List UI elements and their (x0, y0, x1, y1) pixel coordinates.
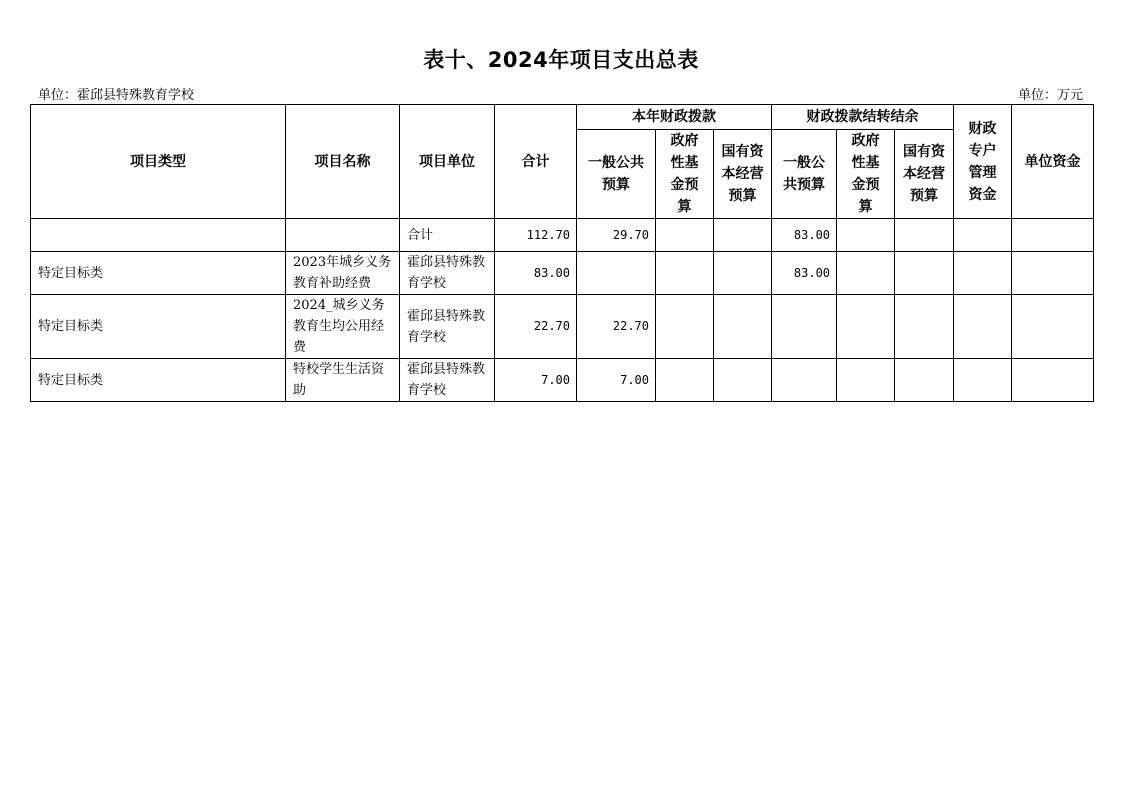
row-total: 22.70 (495, 295, 577, 359)
organization-unit-label: 单位：霍邱县特殊教育学校 (38, 88, 195, 103)
currency-unit-label: 单位：万元 (1018, 88, 1084, 103)
header-carryover-balance: 财政拨款结转结余 (772, 105, 954, 130)
header-special-account-funds: 财政专户管理资金 (954, 105, 1012, 219)
total-row-label: 合计 (400, 219, 495, 252)
row-g2-general (772, 359, 837, 402)
page-title: 表十、2024年项目支出总表 (423, 48, 699, 72)
table-cell (31, 219, 286, 252)
table-cell (895, 219, 954, 252)
table-cell (837, 295, 895, 359)
table-cell (714, 219, 772, 252)
table-cell (837, 219, 895, 252)
table-cell (895, 252, 954, 295)
row-project-unit: 霍邱县特殊教育学校 (400, 295, 495, 359)
header-g2-fund-budget: 政府性基金预算 (837, 130, 895, 219)
header-g2-state-capital-budget: 国有资本经营预算 (895, 130, 954, 219)
header-project-name: 项目名称 (286, 105, 400, 219)
row-g2-general: 83.00 (772, 252, 837, 295)
row-project-name: 2024_城乡义务教育生均公用经费 (286, 295, 400, 359)
table-cell (656, 252, 714, 295)
header-g1-fund-budget: 政府性基金预算 (656, 130, 714, 219)
header-project-type: 项目类型 (31, 105, 286, 219)
table-cell (1012, 219, 1094, 252)
row-total: 7.00 (495, 359, 577, 402)
table-cell (895, 359, 954, 402)
project-expenditure-table (30, 104, 1094, 402)
total-row-g1-general: 29.70 (577, 219, 656, 252)
table-cell (656, 295, 714, 359)
row-project-name: 特校学生生活资助 (286, 359, 400, 402)
row-project-unit: 霍邱县特殊教育学校 (400, 252, 495, 295)
header-g1-general-budget: 一般公共预算 (577, 130, 656, 219)
row-project-type: 特定目标类 (31, 252, 286, 295)
header-g1-state-capital-budget: 国有资本经营预算 (714, 130, 772, 219)
table-row (31, 359, 1094, 402)
table-row (31, 295, 1094, 359)
header-project-unit: 项目单位 (400, 105, 495, 219)
table-row (31, 252, 1094, 295)
row-project-type: 特定目标类 (31, 295, 286, 359)
row-project-unit: 霍邱县特殊教育学校 (400, 359, 495, 402)
table-cell (286, 219, 400, 252)
table-cell (895, 295, 954, 359)
table-cell (1012, 359, 1094, 402)
table-cell (954, 219, 1012, 252)
table-cell (714, 252, 772, 295)
table-cell (954, 359, 1012, 402)
table-cell (656, 219, 714, 252)
header-total: 合计 (495, 105, 577, 219)
table-cell (837, 252, 895, 295)
row-g1-general: 7.00 (577, 359, 656, 402)
row-total: 83.00 (495, 252, 577, 295)
table-cell (1012, 252, 1094, 295)
table-cell (714, 359, 772, 402)
header-current-year-appropriation: 本年财政拨款 (577, 105, 772, 130)
table-cell (656, 359, 714, 402)
header-g2-general-budget: 一般公共预算 (772, 130, 837, 219)
table-cell (837, 359, 895, 402)
table-cell (954, 252, 1012, 295)
total-row-g2-general: 83.00 (772, 219, 837, 252)
table-total-row (31, 219, 1094, 252)
header-unit-funds: 单位资金 (1012, 105, 1094, 219)
row-g1-general (577, 252, 656, 295)
row-g2-general (772, 295, 837, 359)
table-cell (954, 295, 1012, 359)
table-cell (714, 295, 772, 359)
row-project-type: 特定目标类 (31, 359, 286, 402)
row-project-name: 2023年城乡义务教育补助经费 (286, 252, 400, 295)
table-cell (1012, 295, 1094, 359)
total-row-total: 112.70 (495, 219, 577, 252)
row-g1-general: 22.70 (577, 295, 656, 359)
